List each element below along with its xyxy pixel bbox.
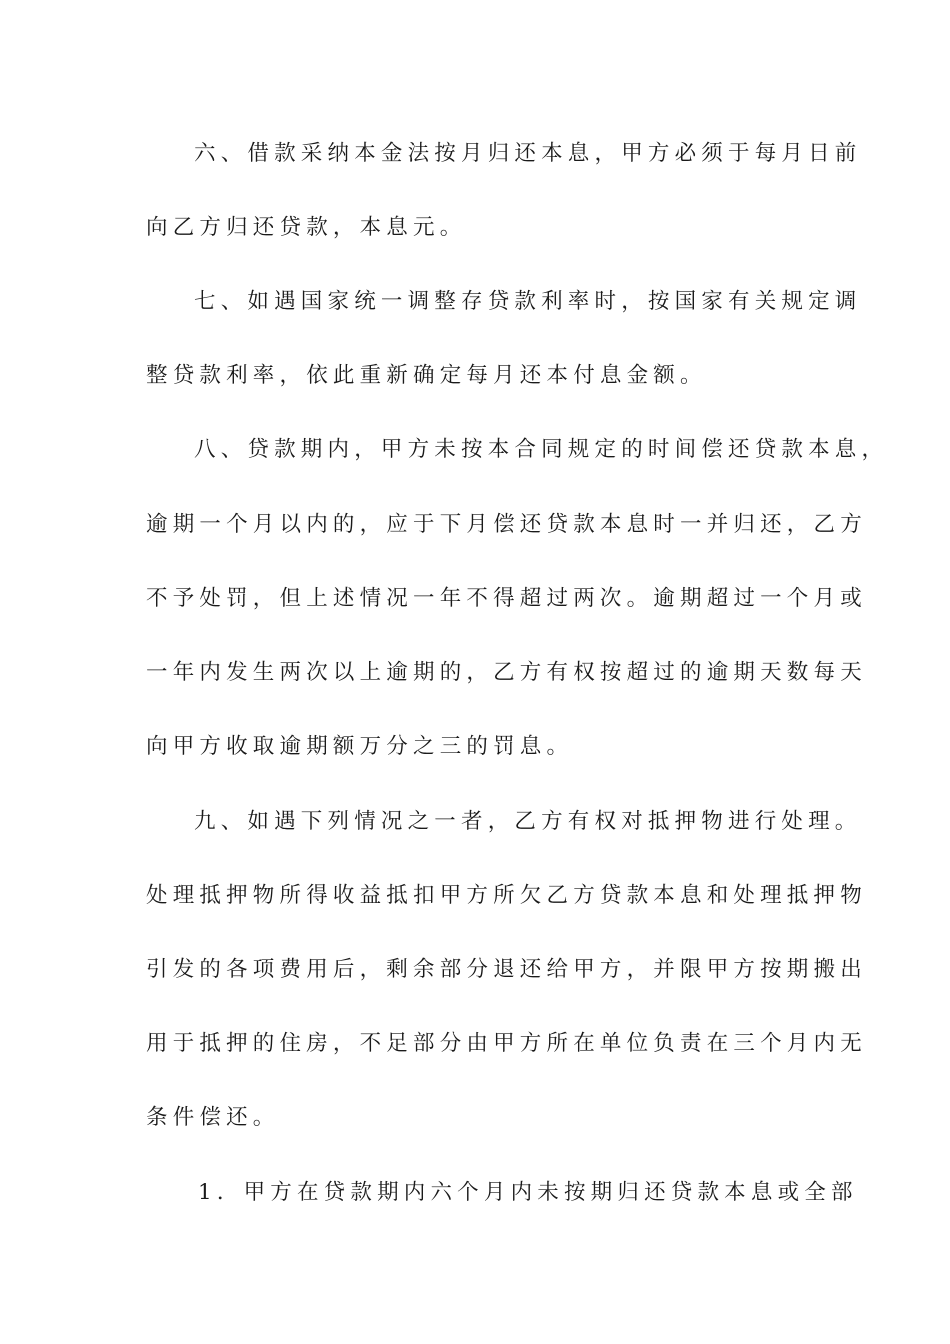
paragraph-9-line-4: 用于抵押的住房，不足部分由甲方所在单位负责在三个月内无 xyxy=(146,1031,867,1056)
paragraph-6-line-2: 向乙方归还贷款，本息元。 xyxy=(146,215,467,240)
paragraph-8-line-2: 逾期一个月以内的，应于下月偿还贷款本息时一并归还，乙方 xyxy=(146,512,867,537)
paragraph-8-line-4: 一年内发生两次以上逾期的，乙方有权按超过的逾期天数每天 xyxy=(146,660,867,685)
list-item-1-line-1: 1．甲方在贷款期内六个月内未按期归还贷款本息或全部 xyxy=(198,1180,858,1205)
paragraph-6-line-1: 六、借款采纳本金法按月归还本息，甲方必须于每月日前 xyxy=(194,141,862,166)
paragraph-7-line-1: 七、如遇国家统一调整存贷款利率时，按国家有关规定调 xyxy=(194,289,862,314)
paragraph-9-line-5: 条件偿还。 xyxy=(146,1105,280,1130)
paragraph-8-line-1: 八、贷款期内，甲方未按本合同规定的时间偿还贷款本息， xyxy=(194,437,889,462)
paragraph-8-line-5: 向甲方收取逾期额万分之三的罚息。 xyxy=(146,734,574,759)
paragraph-9-line-3: 引发的各项费用后，剩余部分退还给甲方，并限甲方按期搬出 xyxy=(146,957,867,982)
paragraph-9-line-2: 处理抵押物所得收益抵扣甲方所欠乙方贷款本息和处理抵押物 xyxy=(146,883,867,908)
paragraph-9-line-1: 九、如遇下列情况之一者，乙方有权对抵押物进行处理。 xyxy=(194,809,862,834)
paragraph-7-line-2: 整贷款利率，依此重新确定每月还本付息金额。 xyxy=(146,363,707,388)
paragraph-8-line-3: 不予处罚，但上述情况一年不得超过两次。逾期超过一个月或 xyxy=(146,586,867,611)
